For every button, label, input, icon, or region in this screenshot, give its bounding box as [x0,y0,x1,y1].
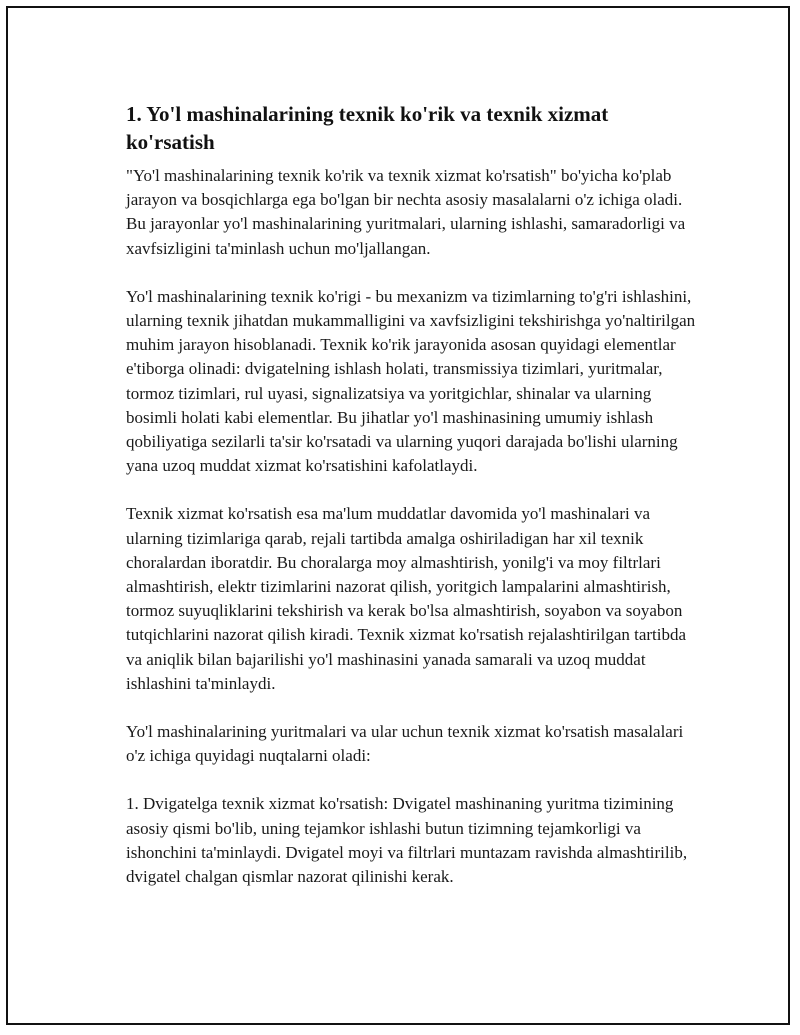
paragraph-technical-service: Texnik xizmat ko'rsatish esa ma'lum muddatlar davomida yo'l mashinalari va ularning tizimlariga qarab, rejali tartibda amalga oshiriladigan har xil texnik choralardan iboratdir. Bu choralarga moy almashtirish, yonilg'i va moy filtrlari almashtirish, elektr tizimlarini nazorat qilish, yoritgich lampalarini almashtirish, tormoz suyuqliklarini tekshirish va kerak bo'lsa almashtirish, soyabon va soyabon tutqichlarini nazorat qilish kiradi. Texnik xizmat ko'rsatish rejalashtirilgan tartibda va aniqlik bilan bajarilishi yo'l mashinasini yanada samarali va uzoq muddat ishlashini ta'minlaydi. [126,504,687,693]
paragraph-points-intro: Yo'l mashinalarining yuritmalari va ular uchun texnik xizmat ko'rsatish masalalari o'z ichiga quyidagi nuqtalarni oladi: [126,722,684,766]
page-frame [6,6,790,1025]
paragraph-technical-inspection: Yo'l mashinalarining texnik ko'rigi - bu mexanizm va tizimlarning to'g'ri ishlashini, ularning texnik jihatdan mukammalligini va xavfsizligini tekshirishga yo'naltirilgan muhim jarayon hisoblanadi. Texnik ko'rik jarayonida asosan quyidagi elementlar e'tiborga olinadi: dvigatelning ishlash holati, transmissiya tizimlari, yuritmalar, tormoz tizimlari, rul uyasi, signalizatsiya va yoritgichlar, shinalar va ularning bosimli holati kabi elementlar. Bu jihatlar yo'l mashinasining umumiy ishlash qobiliyatiga sezilarli ta'sir ko'rsatadi va ularning yuqori darajada bo'lishi ularning yana uzoq muddat xizmat ko'rsatishini kafolatlaydi. [126,286,696,476]
section-heading: 1. Yo'l mashinalarining texnik ko'rik va texnik xizmat ko'rsatish [126,102,609,154]
paragraph-intro: "Yo'l mashinalarining texnik ko'rik va texnik xizmat ko'rsatish" bo'yicha ko'plab jarayon va bosqichlarga ega bo'lgan bir nechta asosiy masalalarni o'z ichiga oladi. Bu jarayonlar yo'l mashinalarining yuritmalari, ularning ishlashi, samaradorligi va xavfsizligini ta'minlash uchun mo'ljallangan. [126,166,686,258]
document-body [126,100,696,913]
paragraph-engine-service: 1. Dvigatelga texnik xizmat ko'rsatish: Dvigatel mashinaning yuritma tizimining asosiy qismi bo'lib, uning tejamkor ishlashi butun tizimning tejamkorligi va ishonchini ta'minlaydi. Dvigatel moyi va filtrlari muntazam ravishda almashtirilib, dvigatel chalgan qismlar nazorat qilinishi kerak. [126,794,688,887]
